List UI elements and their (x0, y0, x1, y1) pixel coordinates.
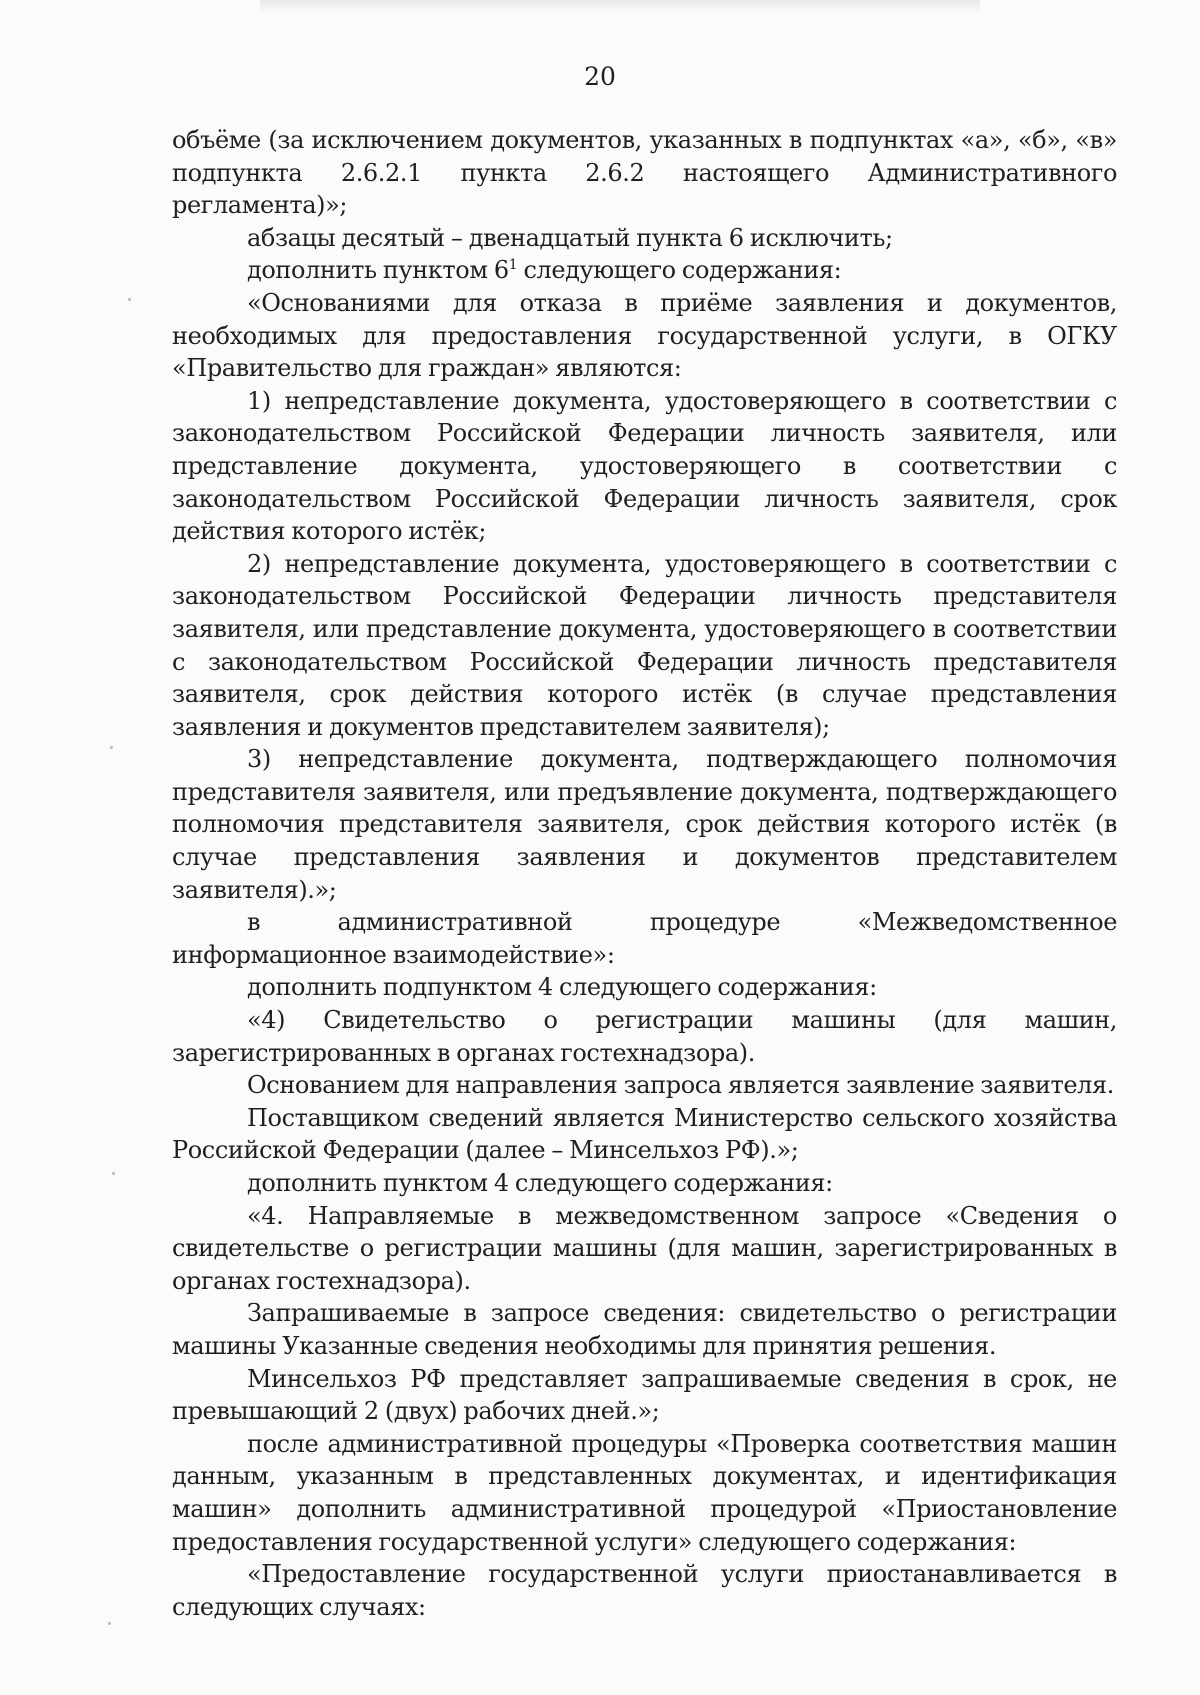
paragraph: дополнить пунктом 4 следующего содержания: (247, 1169, 833, 1197)
page-number: 20 (584, 62, 616, 91)
paragraph: 3) непредставление документа, подтверждающего полномочия представителя заявителя, или предъявление документа, подтверждающего полномочия представителя заявителя, срок действия которого истёк (в случае представления заявления и документов представителем заявителя).»; (172, 745, 1117, 904)
superscript: 1 (508, 257, 518, 274)
paragraph: Поставщиком сведений является Министерство сельского хозяйства Российской Федерации (далее – Минсельхоз РФ).»; (172, 1103, 1117, 1165)
paragraph: 2) непредставление документа, удостоверяющего в соответствии с законодательством Российской Федерации личность представителя заявителя, или представление документа, удостоверяющего в соответствии с законодательством Российской Федерации личность представителя заявителя, срок действия которого истёк (в случае представления заявления и документов представителем заявителя); (172, 549, 1117, 741)
paragraph: абзацы десятый – двенадцатый пункта 6 исключить; (247, 223, 893, 252)
paragraph: «4) Свидетельство о регистрации машины (для машин, зарегистрированных в органах гостехнадзора). (172, 1006, 1117, 1067)
scan-speck (128, 298, 131, 301)
paragraph: «Предоставление государственной услуги приостанавливается в следующих случаях: (172, 1560, 1117, 1621)
paragraph: Запрашиваемые в запросе сведения: свидетельство о регистрации машины Указанные сведения необходимы для принятия решения. (172, 1299, 1117, 1360)
document-body (172, 124, 1117, 1623)
paragraph: «Основаниями для отказа в приёме заявления и документов, необходимых для предоставления государственной услуги, в ОГКУ «Правительство для граждан» являются: (172, 288, 1117, 383)
paragraph (172, 254, 1117, 287)
paragraph: Минсельхоз РФ представляет запрашиваемые сведения в срок, не превышающий 2 (двух) рабочих дней.»; (172, 1364, 1117, 1426)
paragraph: дополнить подпунктом 4 следующего содержания: (247, 973, 877, 1002)
scan-shadow (260, 0, 980, 14)
scan-speck (110, 746, 113, 749)
paragraph-text: следующего содержания: (517, 256, 842, 285)
paragraph-text: дополнить пунктом 6 (247, 256, 509, 285)
scan-speck (108, 1622, 111, 1625)
paragraph: Основанием для направления запроса является заявление заявителя. (247, 1071, 1114, 1100)
paragraph: объёме (за исключением документов, указанных в подпунктах «а», «б», «в» подпункта 2.6.2.1 пункта 2.6.2 настоящего Административного регламента)»; (172, 126, 1117, 220)
paragraph: «4. Направляемые в межведомственном запросе «Сведения о свидетельстве о регистрации машины (для машин, зарегистрированных в органах гостехнадзора). (172, 1201, 1117, 1295)
scan-speck (112, 1172, 115, 1175)
paragraph: в административной процедуре «Межведомственное информационное взаимодействие»: (172, 908, 1117, 969)
paragraph: 1) непредставление документа, удостоверяющего в соответствии с законодательством Российской Федерации личность заявителя, или представление документа, удостоверяющего в соответствии с законодательством Российской Федерации личность заявителя, срок действия которого истёк; (172, 386, 1117, 546)
paragraph: после административной процедуры «Проверка соответствия машин данным, указанным в представленных документах, и идентификация машин» дополнить административной процедурой «Приостановление предоставления государственной услуги» следующего содержания: (172, 1429, 1117, 1556)
